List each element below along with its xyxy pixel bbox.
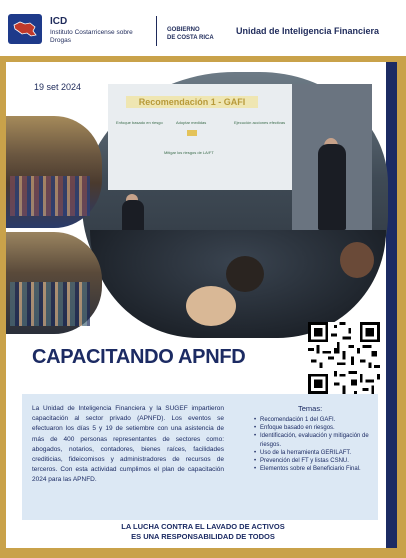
footer-line-1: LA LUCHA CONTRA EL LAVADO DE ACTIVOS bbox=[121, 522, 285, 531]
list-item: • Uso de la herramienta GERILAFT. bbox=[254, 449, 384, 457]
list-item: • Elementos sobre el Beneficiario Final. bbox=[254, 465, 384, 473]
gold-border-right bbox=[397, 56, 406, 556]
speaker-right bbox=[318, 144, 346, 230]
costa-rica-map-icon bbox=[12, 19, 38, 39]
icd-logo bbox=[8, 14, 42, 44]
audience-head bbox=[226, 256, 264, 292]
footer-line-2: ES UNA RESPONSABILIDAD DE TODOS bbox=[131, 532, 275, 541]
temas-list bbox=[254, 416, 384, 473]
gold-border-bottom bbox=[0, 548, 406, 558]
temas-heading: Temas: bbox=[298, 404, 323, 413]
list-item: • Identificación, evaluación y mitigación de riesgos. bbox=[254, 432, 384, 448]
slide-bottom-text: Mitigar los riesgos de LA/FT bbox=[164, 150, 214, 155]
footer-slogan bbox=[0, 522, 406, 542]
list-item: • Prevención del FT y listas CSNU. bbox=[254, 457, 384, 465]
list-item: • Recomendación 1 del GAFI. bbox=[254, 416, 384, 424]
header bbox=[0, 0, 406, 56]
org-name: Instituto Costarricense sobre Drogas bbox=[50, 29, 133, 44]
org-acronym: ICD bbox=[50, 16, 68, 27]
audience-head bbox=[340, 242, 374, 278]
crowd-texture bbox=[10, 176, 90, 216]
slide-box-3: Ejecución acciones efectivas bbox=[234, 120, 286, 125]
slide-box-1: Enfoque basado en riesgo bbox=[116, 120, 163, 125]
audience-head bbox=[186, 286, 236, 326]
qr-code[interactable] bbox=[308, 322, 380, 394]
event-date: 19 set 2024 bbox=[34, 82, 82, 92]
page-title: CAPACITANDO APNFD bbox=[32, 346, 246, 368]
header-divider bbox=[156, 16, 157, 46]
slide-equals-icon bbox=[187, 130, 197, 136]
qr-icon bbox=[308, 322, 380, 394]
list-item: • Enfoque basado en riesgos. bbox=[254, 424, 384, 432]
gov-label: GOBIERNO DE COSTA RICA bbox=[167, 27, 214, 41]
crowd-texture bbox=[10, 282, 90, 326]
slide-title: Recomendación 1 - GAFI bbox=[126, 96, 258, 108]
slide-box-2: Adoptar medidas bbox=[176, 120, 207, 125]
unit-name: Unidad de Inteligencia Financiera bbox=[236, 26, 380, 36]
body-text: La Unidad de Inteligencia Financiera y la SUGEF impartieron capacitación al sector privado (APNFD). Los eventos se efectuaron los días 5 y 19 de setiembre con una asistencia de más de 400 personas representantes de sectores como: abogados, notarios, contadores, bienes raíces, facilidades crediticias, fideicomisos y administradores de recursos de terceros. Con esta actividad cumplimos el plan de capacitación 2024 para las APNFD. bbox=[32, 405, 224, 484]
